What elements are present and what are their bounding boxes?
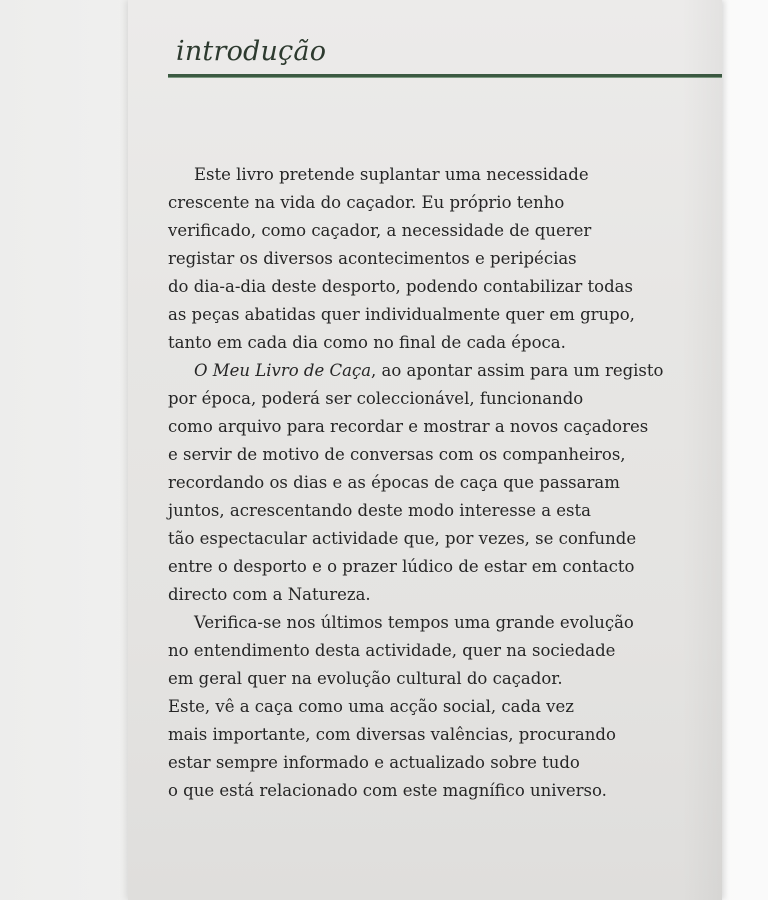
text-line: do dia-a-dia deste desporto, podendo contabilizar todas <box>168 277 633 296</box>
text-line: tanto em cada dia como no final de cada época. <box>168 333 566 352</box>
text-line: mais importante, com diversas valências, procurando <box>168 725 616 744</box>
text-line: verificado, como caçador, a necessidade de querer <box>168 221 592 240</box>
text-line <box>168 357 713 385</box>
text-line: recordando os dias e as épocas de caça que passaram <box>168 473 620 492</box>
text-line: crescente na vida do caçador. Eu próprio tenho <box>168 193 565 212</box>
text-line: registar os diversos acontecimentos e peripécias <box>168 249 577 268</box>
chapter-heading: introdução <box>176 36 327 67</box>
text-line: Este livro pretende suplantar uma necessidade <box>194 165 589 184</box>
text-line: e servir de motivo de conversas com os companheiros, <box>168 445 626 464</box>
text-line: tão espectacular actividade que, por vezes, se confunde <box>168 529 637 548</box>
text-line: as peças abatidas quer individualmente quer em grupo, <box>168 305 635 324</box>
text-fragment: , ao apontar assim para um registo <box>371 361 664 380</box>
text-line: o que está relacionado com este magnífico universo. <box>168 781 607 800</box>
book-page <box>128 0 722 900</box>
text-line: directo com a Natureza. <box>168 585 371 604</box>
text-line: no entendimento desta actividade, quer na sociedade <box>168 641 616 660</box>
text-line: como arquivo para recordar e mostrar a novos caçadores <box>168 417 649 436</box>
heading-rule <box>168 74 722 78</box>
body-text <box>168 161 713 805</box>
paragraph-3 <box>168 609 713 805</box>
text-line: Este, vê a caça como uma acção social, cada vez <box>168 697 574 716</box>
text-line: juntos, acrescentando deste modo interesse a esta <box>168 501 591 520</box>
paragraph-2 <box>168 357 713 609</box>
text-line: estar sempre informado e actualizado sobre tudo <box>168 753 580 772</box>
text-line: por época, poderá ser coleccionável, funcionando <box>168 389 584 408</box>
paragraph-1 <box>168 161 713 357</box>
text-line: Verifica-se nos últimos tempos uma grande evolução <box>194 613 634 632</box>
text-line: em geral quer na evolução cultural do caçador. <box>168 669 563 688</box>
book-title: O Meu Livro de Caça <box>194 361 372 380</box>
text-line: entre o desporto e o prazer lúdico de estar em contacto <box>168 557 635 576</box>
